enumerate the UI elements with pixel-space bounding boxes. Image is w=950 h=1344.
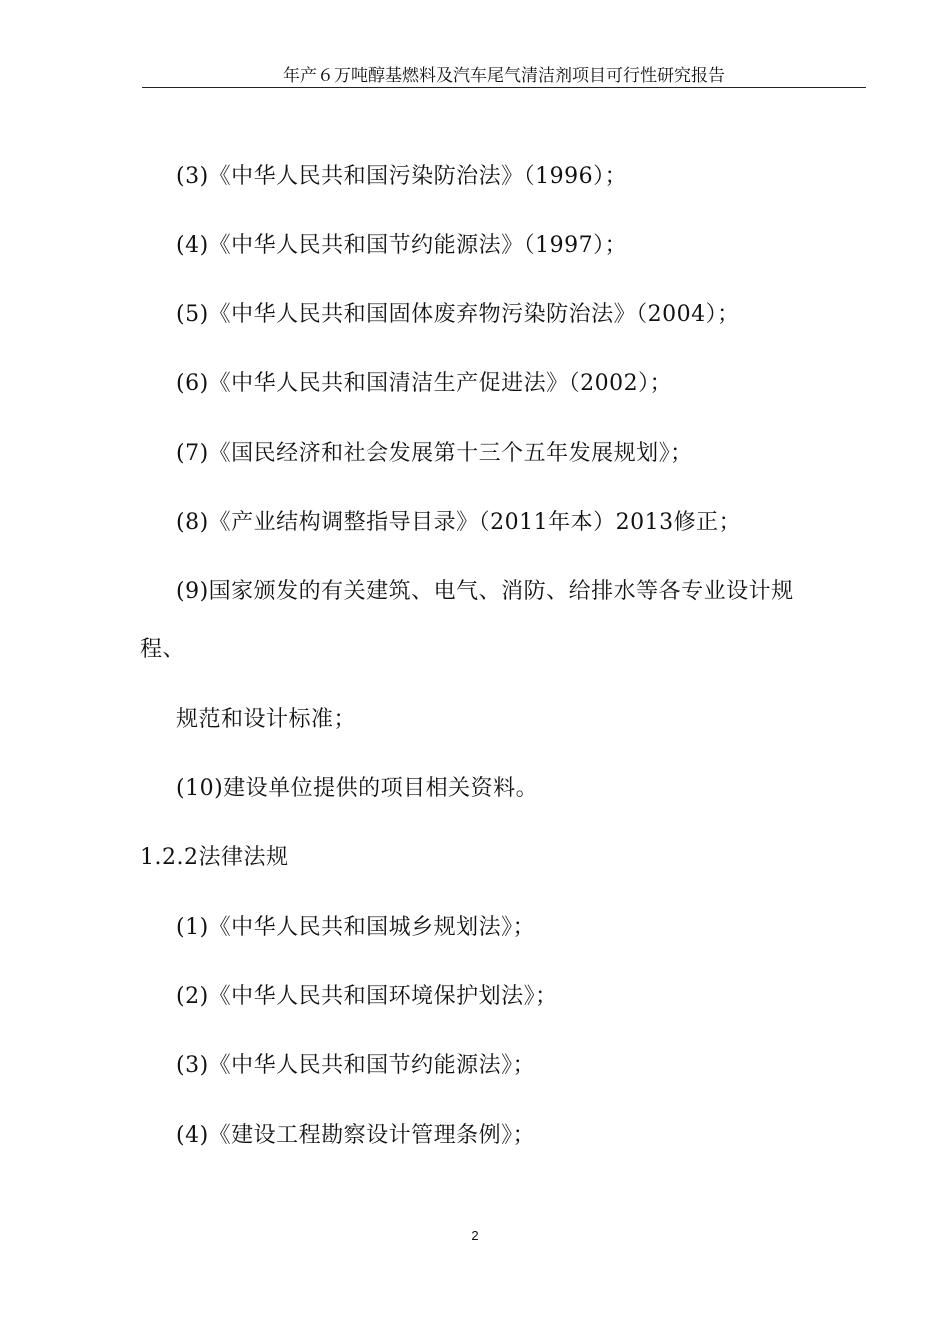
- page-number: 2: [471, 1228, 479, 1243]
- list-item: (5)《中华人民共和国固体废弃物污染防治法》（2004）；: [176, 302, 740, 327]
- list-item: (2)《中华人民共和国环境保护划法》；: [176, 984, 558, 1009]
- list-item-continuation: 程、: [140, 637, 186, 662]
- list-item: (6)《中华人民共和国清洁生产促进法》（2002）；: [176, 371, 673, 396]
- list-item: (7)《国民经济和社会发展第十三个五年发展规划》；: [176, 441, 693, 466]
- list-item: (8)《产业结构调整指导目录》（2011年本）2013修正；: [176, 510, 742, 535]
- header-title: 年产６万吨醇基燃料及汽车尾气清洁剂项目可行性研究报告: [283, 66, 725, 86]
- list-item: (3)《中华人民共和国污染防治法》（1996）；: [176, 164, 628, 189]
- list-item: (1)《中华人民共和国城乡规划法》；: [176, 915, 536, 940]
- list-item: (9)国家颁发的有关建筑、电气、消防、给排水等各专业设计规: [176, 579, 794, 604]
- list-item: (3)《中华人民共和国节约能源法》；: [176, 1053, 536, 1078]
- header-divider: [142, 87, 866, 88]
- list-item: (10)建设单位提供的项目相关资料。: [176, 776, 539, 801]
- list-item: (4)《中华人民共和国节约能源法》（1997）；: [176, 233, 628, 258]
- list-item: (4)《建设工程勘察设计管理条例》；: [176, 1123, 536, 1148]
- section-heading: 1.2.2法律法规: [140, 845, 289, 870]
- list-item-continuation: 规范和设计标准；: [176, 707, 357, 732]
